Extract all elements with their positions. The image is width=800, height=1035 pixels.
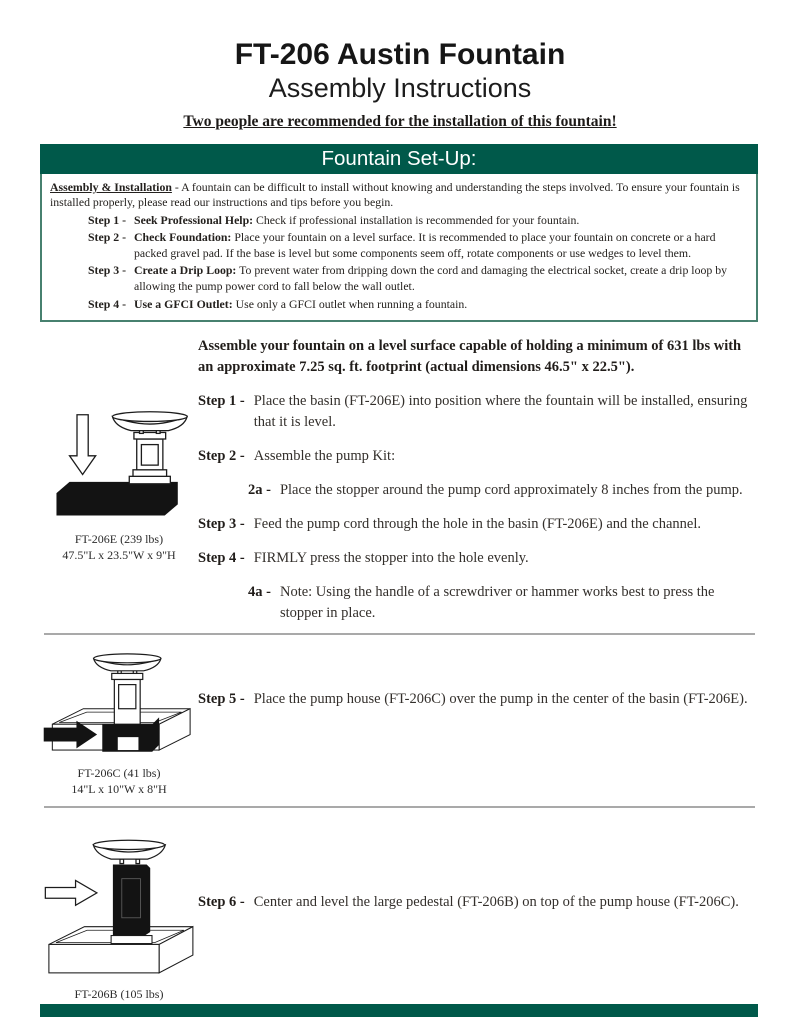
setup-box (40, 174, 758, 323)
setup-step-3-label: Step 3 - (88, 263, 127, 278)
assembly-step-1-label: Step 1 - (198, 393, 245, 410)
two-people-notice: Two people are recommended for the installation of this fountain! (183, 112, 617, 130)
figure-large-pedestal-name: FT-206B (105 lbs) (74, 986, 164, 1001)
figure-pump-house-name: FT-206C (41 lbs) (77, 765, 161, 780)
setup-step-2-body: Place your fountain on a level surface. It is recommended to place your fountain on concrete or a hard packed gravel pad. If the base is level but some components seem off, rotate components or use wedges to level them. (134, 230, 716, 260)
black-basin-slab (56, 482, 177, 516)
figure-pump-house-dims: 14"L x 10"W x 8"H (71, 781, 167, 796)
figure-pump-house (40, 641, 198, 797)
black-large-pedestal (113, 864, 150, 935)
section-divider-1 (44, 633, 755, 635)
setup-header-bar (40, 144, 758, 174)
setup-intro (50, 180, 746, 211)
assembly-step-2-label: Step 2 - (198, 448, 245, 465)
setup-step-2-title: Check Foundation: (134, 230, 232, 245)
assembly-step-6-text: Center and level the large pedestal (FT-206B) on top of the pump house (FT-206C). (253, 893, 739, 910)
assembly-step-1 (198, 391, 758, 433)
figure-pump-house-caption (40, 765, 198, 797)
assembly-step-5 (198, 689, 758, 710)
figure-basin (40, 331, 198, 624)
basin-illustration (49, 411, 189, 528)
assembly-step-4-text: FIRMLY press the stopper into the hole evenly. (253, 550, 529, 567)
assembly-step-4a-label: 4a - (248, 584, 271, 601)
document-title: FT-206 Austin Fountain (234, 38, 566, 71)
assembly-step-6 (198, 892, 758, 913)
section-divider-2 (44, 806, 755, 808)
setup-intro-text: - A fountain can be difficult to install without knowing and understanding the steps involved. To ensure your fountain is installed properly, please read our instructions and tips before you begin. (50, 179, 740, 210)
assembly-step-2a-text: Place the stopper around the pump cord approximately 8 inches from the pump. (279, 482, 743, 499)
assembly-step-4a-text: Note: Using the handle of a screwdriver or hammer works best to press the stopper in place. (279, 584, 715, 622)
assembly-step-4a (248, 582, 758, 624)
figure-basin-caption (40, 531, 198, 563)
fountain-bowl-outline (93, 840, 165, 863)
assembly-step-5-label: Step 5 - (198, 691, 245, 708)
assembly-step-4 (198, 548, 758, 569)
document-subtitle: Assembly Instructions (268, 72, 532, 103)
assembly-intro: Assemble your fountain on a level surface capable of holding a minimum of 631 lbs with an approximate 7.25 sq. ft. footprint (actual dimensions 46.5" x 22.5"). (198, 338, 742, 376)
footer-green-bar (40, 1004, 758, 1017)
setup-step-2-label: Step 2 - (88, 230, 127, 245)
setup-step-1-label: Step 1 - (88, 212, 127, 227)
assembly-section-pump-house (0, 641, 800, 797)
assembly-step-2-text: Assemble the pump Kit: (253, 448, 396, 465)
assembly-step-3-text: Feed the pump cord through the hole in the basin (FT-206E) and the channel. (253, 516, 701, 533)
setup-step-3-title: Create a Drip Loop: (134, 263, 237, 278)
figure-basin-dims: 47.5"L x 23.5"W x 9"H (62, 547, 176, 562)
assembly-step-5-text: Place the pump house (FT-206C) over the pump in the center of the basin (FT-206E). (253, 691, 748, 708)
assembly-step-3 (198, 514, 758, 535)
setup-step-2 (88, 230, 746, 261)
pump-house-illustration (42, 645, 197, 761)
setup-step-4-body: Use only a GFCI outlet when running a fountain. (235, 296, 468, 311)
assembly-step-3-label: Step 3 - (198, 516, 245, 533)
right-arrow-icon (45, 880, 97, 905)
setup-step-4-title: Use a GFCI Outlet: (134, 296, 233, 311)
assembly-step-6-label: Step 6 - (198, 893, 245, 910)
figure-basin-name: FT-206E (239 lbs) (74, 531, 164, 546)
setup-step-1-title: Seek Professional Help: (134, 212, 254, 227)
setup-step-3-body: To prevent water from dripping down the cord and damaging the electrical socket, create a drip loop by allowing the pump power cord to fall below the wall outlet. (134, 263, 728, 294)
fountain-pedestal-outline (112, 412, 187, 484)
setup-header-title: Fountain Set-Up: (321, 146, 477, 170)
assembly-steps-pump-house (198, 641, 758, 797)
large-pedestal-illustration (40, 836, 200, 983)
assembly-step-1-text: Place the basin (FT-206E) into position where the fountain will be installed, ensuring that it is level. (253, 393, 748, 431)
setup-intro-label: Assembly & Installation (50, 179, 172, 194)
pump-house-door (117, 737, 138, 750)
down-arrow-icon (70, 415, 96, 475)
assembly-section-large-pedestal (0, 814, 800, 1018)
assembly-step-4-label: Step 4 - (198, 550, 245, 567)
assembly-step-2 (198, 446, 758, 467)
setup-step-3 (88, 263, 746, 294)
assembly-steps-large-pedestal (198, 814, 758, 1018)
pedestal-base (111, 935, 152, 943)
assembly-steps-basin (198, 331, 758, 624)
assembly-step-2a-label: 2a - (248, 482, 271, 499)
assembly-section-basin (0, 331, 800, 624)
figure-large-pedestal (40, 814, 198, 1018)
setup-step-4-label: Step 4 - (88, 296, 127, 311)
setup-step-4 (88, 297, 746, 313)
setup-step-1-body: Check if professional installation is recommended for your fountain. (256, 212, 580, 227)
setup-step-1 (88, 213, 746, 229)
assembly-step-2a (248, 480, 758, 501)
